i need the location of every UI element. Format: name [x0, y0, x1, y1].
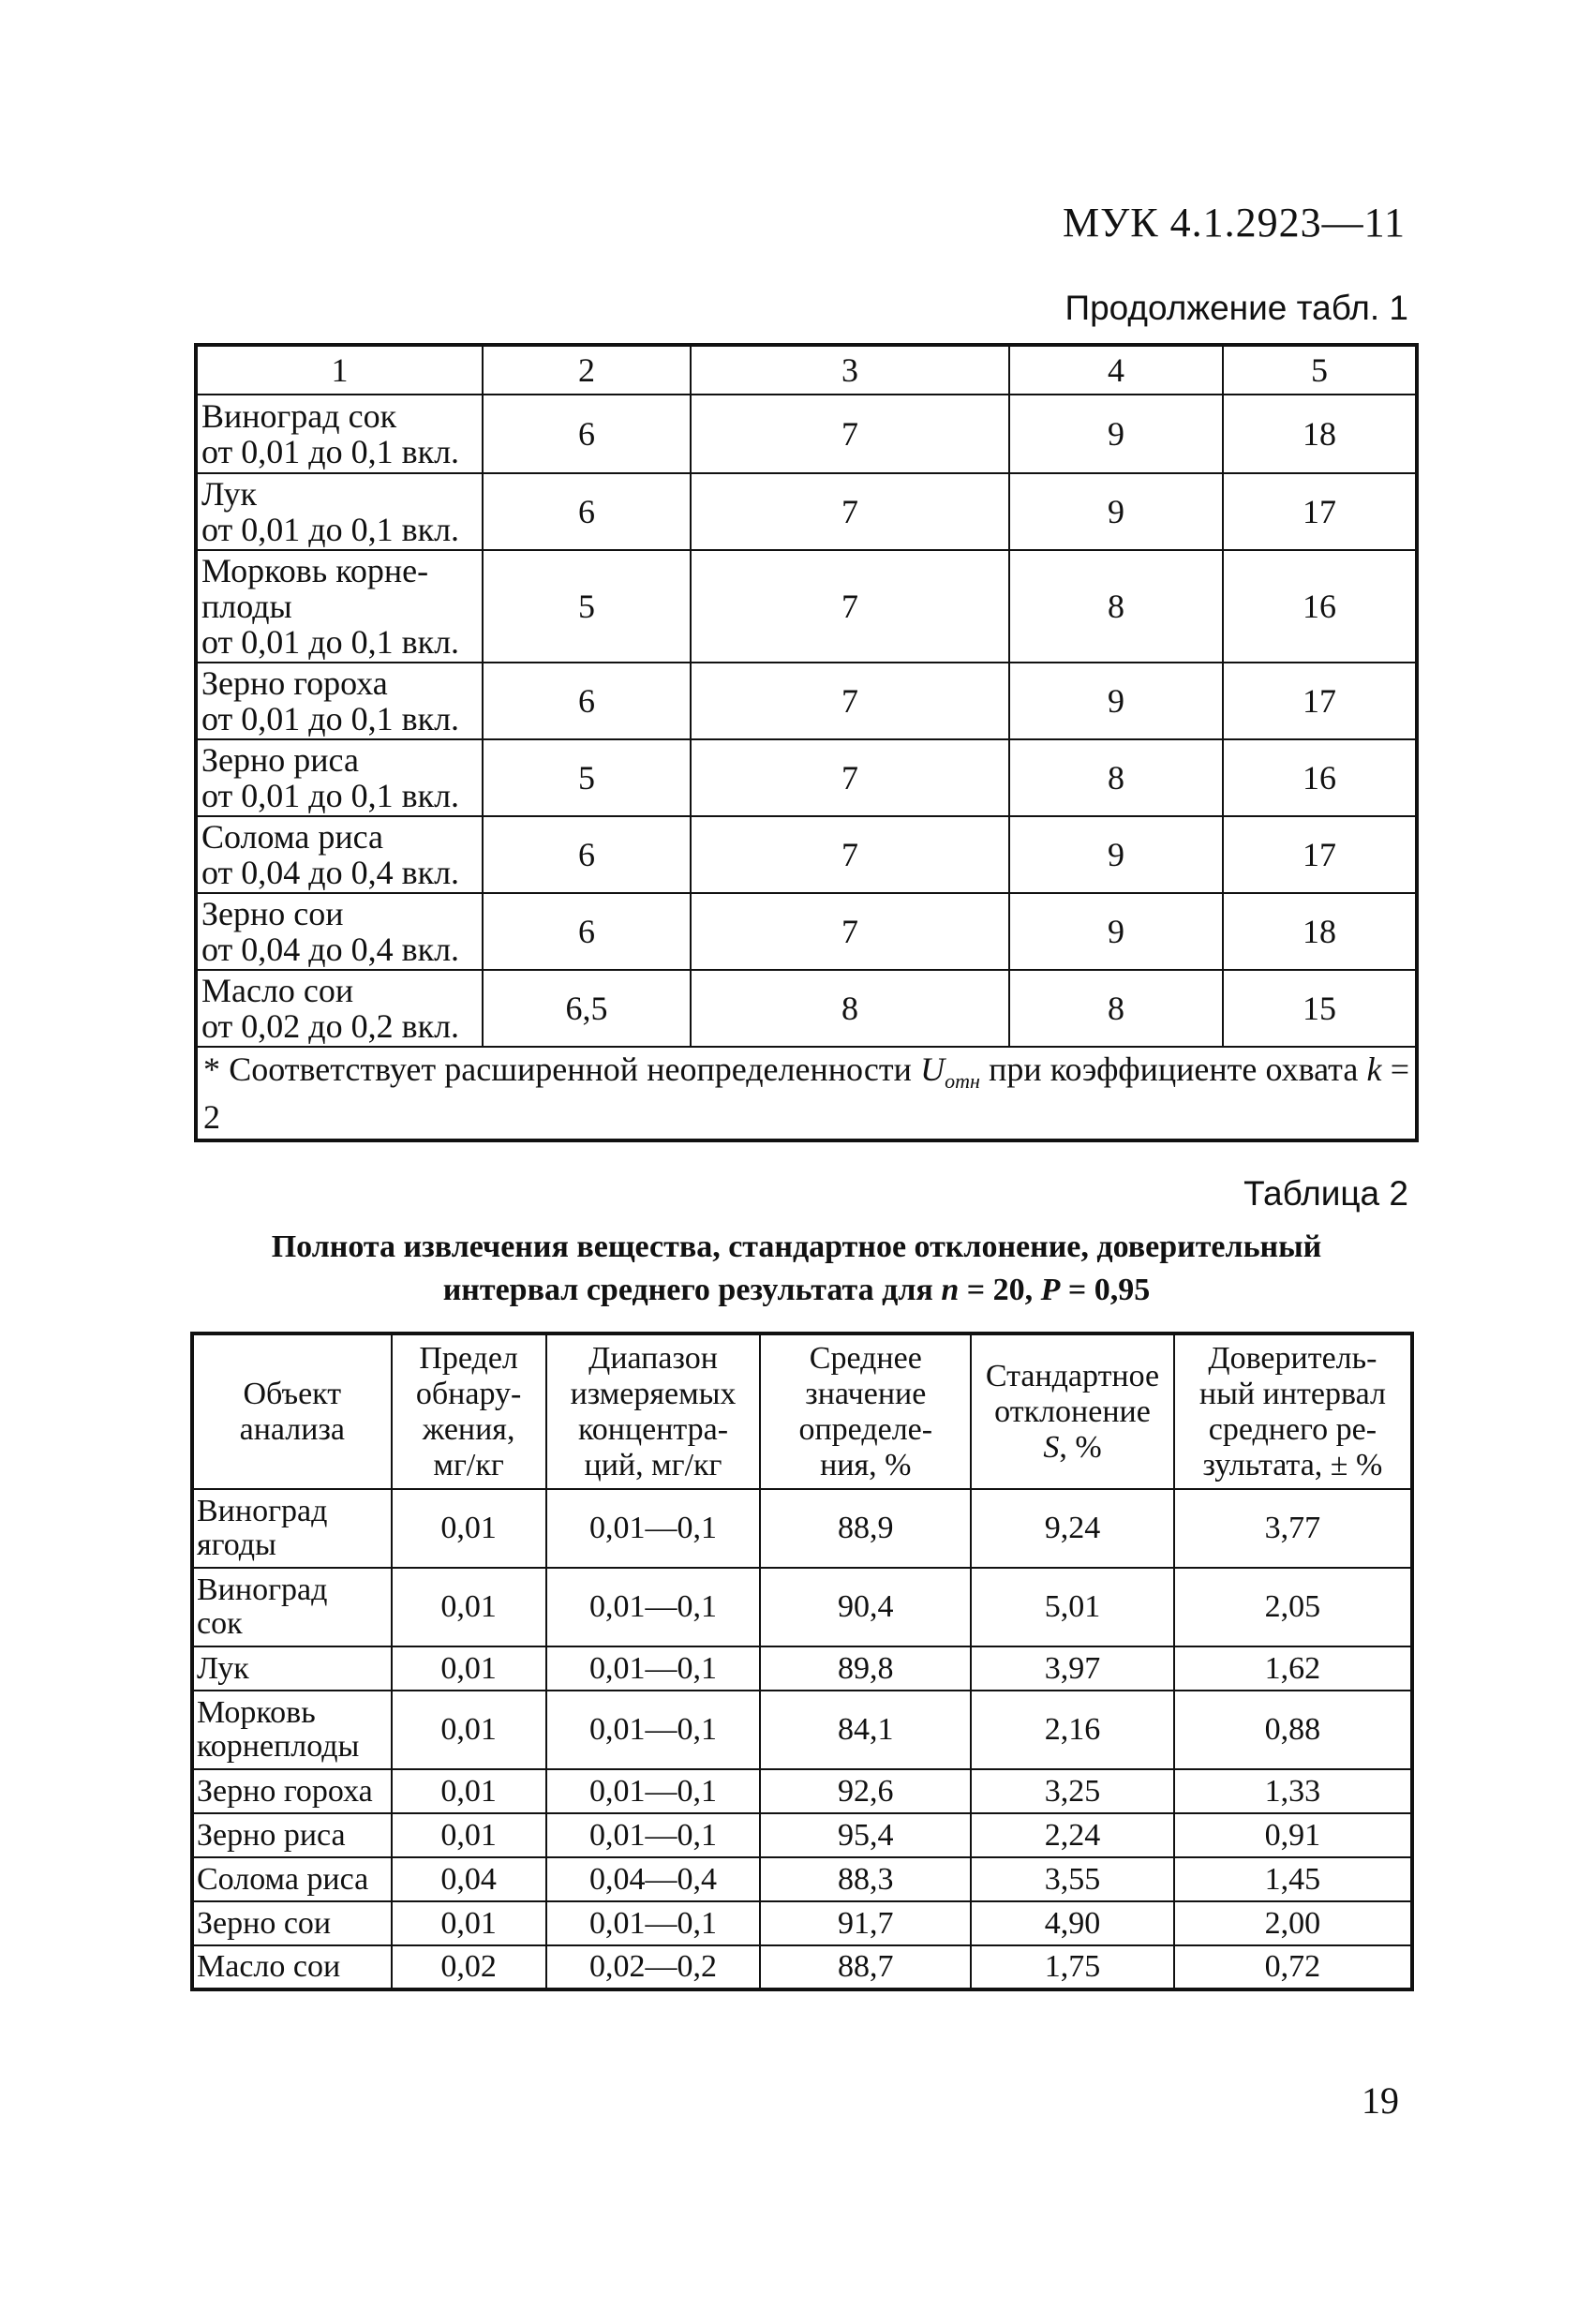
table2-row: [192, 1813, 1412, 1857]
table2-header-line: мг/кг: [433, 1447, 504, 1482]
table1-object-line: Виноград сок: [201, 397, 397, 435]
table1-value-cell: 18: [1223, 893, 1417, 970]
table2-range-cell: 0,01—0,1: [546, 1901, 761, 1945]
table1-object-line: Зерно гороха: [201, 664, 388, 702]
table2-header-line: зультата, ± %: [1202, 1447, 1383, 1482]
table1-object-line: от 0,01 до 0,1 вкл.: [201, 700, 460, 737]
table2-header-line: измеряемых: [570, 1376, 737, 1411]
table2-header-line: ный интервал: [1198, 1376, 1386, 1411]
table1-object-line: от 0,04 до 0,4 вкл.: [201, 854, 460, 891]
table2-header-line: обнару-: [415, 1376, 522, 1411]
table2-std-cell: 2,24: [971, 1813, 1174, 1857]
table2-range-cell: 0,01—0,1: [546, 1691, 761, 1769]
table2-mean-cell: 92,6: [760, 1769, 971, 1813]
table2-header-range: [546, 1333, 761, 1489]
table2-header-line: ций, мг/кг: [584, 1447, 722, 1482]
title-symbol-n: n: [941, 1273, 960, 1307]
table2-std-cell: 3,25: [971, 1769, 1174, 1813]
table2-body: [192, 1489, 1412, 1989]
table2-range-cell: 0,01—0,1: [546, 1568, 761, 1646]
title-symbol-p: P: [1040, 1273, 1061, 1307]
table2-header-object: [192, 1333, 392, 1489]
table2-header-line: Предел: [419, 1340, 518, 1376]
table2-title: [187, 1226, 1406, 1312]
footnote-k-value: = 2: [203, 1050, 1410, 1137]
table2-header-line: жения,: [422, 1411, 515, 1447]
table1-value-cell: 16: [1223, 550, 1417, 663]
table2-header-line: среднего ре-: [1208, 1411, 1377, 1447]
table1-object-line: от 0,04 до 0,4 вкл.: [201, 931, 460, 968]
table1-header-cell: 2: [483, 345, 691, 395]
table1-value-cell: 9: [1009, 395, 1223, 473]
table2-header-line: значение: [805, 1376, 927, 1411]
table2-row: [192, 1568, 1412, 1646]
table2-header-ci: [1174, 1333, 1412, 1489]
table1-object-cell: [196, 395, 483, 473]
title-p-value: = 0,95: [1060, 1273, 1151, 1307]
table2-object-line: Масло сои: [197, 1949, 341, 1984]
table1-object-line: от 0,01 до 0,1 вкл.: [201, 777, 460, 814]
table-1: [194, 343, 1419, 1142]
table2-object-cell: [192, 1646, 392, 1691]
table1-value-cell: 15: [1223, 970, 1417, 1047]
table2-std-cell: 2,16: [971, 1691, 1174, 1769]
std-unit: , %: [1059, 1429, 1102, 1465]
table2-std-cell: 9,24: [971, 1489, 1174, 1568]
table1-footnote: [196, 1047, 1417, 1140]
table1-object-line: от 0,02 до 0,2 вкл.: [201, 1007, 460, 1045]
table2-ci-cell: 1,45: [1174, 1857, 1412, 1901]
table2-std-cell: 3,55: [971, 1857, 1174, 1901]
table1-value-cell: 7: [691, 893, 1009, 970]
table1-object-line: Лук: [201, 475, 258, 513]
table2-mean-cell: 88,3: [760, 1857, 971, 1901]
table2-ci-cell: 2,00: [1174, 1901, 1412, 1945]
table2-object-cell: [192, 1901, 392, 1945]
table1-value-cell: 7: [691, 739, 1009, 816]
footnote-text: * Соответствует расширенной неопределенности: [203, 1050, 921, 1088]
table2-title-line1: Полнота извлечения вещества, стандартное отклонение, доверительный: [271, 1229, 1322, 1264]
table1-row: [196, 663, 1417, 739]
table2-title-line2: [187, 1269, 1406, 1312]
table2-mean-cell: 88,9: [760, 1489, 971, 1568]
table2-std-cell: 5,01: [971, 1568, 1174, 1646]
table1-value-cell: 9: [1009, 893, 1223, 970]
table1-value-cell: 7: [691, 816, 1009, 893]
table1-row: [196, 550, 1417, 663]
table1-value-cell: 17: [1223, 473, 1417, 550]
table2-mean-cell: 88,7: [760, 1945, 971, 1989]
table2-limit-cell: 0,01: [392, 1901, 546, 1945]
table2-object-cell: [192, 1769, 392, 1813]
table1-header-cell: 1: [196, 345, 483, 395]
table2-std-cell: 3,97: [971, 1646, 1174, 1691]
table2-header-line: Диапазон: [588, 1340, 718, 1376]
table2-object-cell: [192, 1568, 392, 1646]
table1-object-line: Зерно риса: [201, 741, 359, 779]
table2-header-line: анализа: [239, 1411, 345, 1447]
table2-object-line: Зерно гороха: [197, 1773, 373, 1809]
table2-limit-cell: 0,01: [392, 1769, 546, 1813]
table1-row: [196, 395, 1417, 473]
table2-ci-cell: 0,88: [1174, 1691, 1412, 1769]
table1-object-line: плоды: [201, 588, 292, 625]
table2-object-line: Виноград: [197, 1494, 328, 1528]
table2-mean-cell: 95,4: [760, 1813, 971, 1857]
table1-header-cell: 4: [1009, 345, 1223, 395]
table1-object-cell: [196, 473, 483, 550]
table1-row: [196, 970, 1417, 1047]
table2-mean-cell: 91,7: [760, 1901, 971, 1945]
table1-object-line: Масло сои: [201, 972, 354, 1009]
table2-object-line: сок: [197, 1606, 243, 1641]
table1-row: [196, 473, 1417, 550]
table2-row: [192, 1691, 1412, 1769]
table2-header-line: ния, %: [820, 1447, 912, 1482]
table1-object-line: от 0,01 до 0,1 вкл.: [201, 623, 460, 661]
table2-limit-cell: 0,01: [392, 1568, 546, 1646]
footnote-subscript: отн: [945, 1069, 980, 1094]
table2-row: [192, 1901, 1412, 1945]
table2-limit-cell: 0,01: [392, 1489, 546, 1568]
table1-value-cell: 5: [483, 550, 691, 663]
table1-value-cell: 17: [1223, 816, 1417, 893]
table1-value-cell: 6: [483, 663, 691, 739]
table2-limit-cell: 0,01: [392, 1646, 546, 1691]
table1-row: [196, 816, 1417, 893]
table2-ci-cell: 1,33: [1174, 1769, 1412, 1813]
table2-range-cell: 0,01—0,1: [546, 1813, 761, 1857]
table1-value-cell: 16: [1223, 739, 1417, 816]
table2-ci-cell: 3,77: [1174, 1489, 1412, 1568]
table1-object-line: Морковь корне-: [201, 552, 429, 589]
table-2: [190, 1332, 1414, 1991]
table1-value-cell: 7: [691, 473, 1009, 550]
std-symbol: S: [1043, 1429, 1060, 1465]
table2-object-line: ягоды: [197, 1527, 276, 1562]
table2-header-line: Стандартное: [985, 1358, 1160, 1393]
table2-object-cell: [192, 1489, 392, 1568]
table2-range-cell: 0,01—0,1: [546, 1769, 761, 1813]
table2-object-line: Лук: [197, 1650, 249, 1686]
table1-header-row: [196, 345, 1417, 395]
table2-std-cell: 1,75: [971, 1945, 1174, 1989]
table1-value-cell: 8: [1009, 970, 1223, 1047]
table2-range-cell: 0,01—0,1: [546, 1489, 761, 1568]
table1-value-cell: 8: [1009, 739, 1223, 816]
table2-limit-cell: 0,01: [392, 1813, 546, 1857]
table2-header-line: концентра-: [577, 1411, 729, 1447]
table2-object-line: Солома риса: [197, 1861, 369, 1897]
table1-object-line: Зерно сои: [201, 895, 344, 932]
table2-header-line: отклонение: [994, 1393, 1151, 1429]
table1-object-cell: [196, 550, 483, 663]
page-number: 19: [1362, 2079, 1399, 2122]
title-text: интервал среднего результата для: [442, 1273, 942, 1307]
table2-header-line: Объект: [243, 1376, 342, 1411]
table2-range-cell: 0,02—0,2: [546, 1945, 761, 1989]
table2-limit-cell: 0,04: [392, 1857, 546, 1901]
table2-range-cell: 0,04—0,4: [546, 1857, 761, 1901]
table1-value-cell: 7: [691, 550, 1009, 663]
table2-std-cell: 4,90: [971, 1901, 1174, 1945]
table2-object-line: корнеплоды: [197, 1729, 360, 1764]
table1-row: [196, 893, 1417, 970]
table1-object-line: от 0,01 до 0,1 вкл.: [201, 433, 460, 470]
table1-value-cell: 18: [1223, 395, 1417, 473]
table2-object-cell: [192, 1691, 392, 1769]
table2-object-line: Виноград: [197, 1572, 328, 1607]
table1-body: [196, 395, 1417, 1047]
table1-object-line: Солома риса: [201, 818, 383, 856]
table1-value-cell: 5: [483, 739, 691, 816]
table1-value-cell: 9: [1009, 816, 1223, 893]
table1-value-cell: 6: [483, 893, 691, 970]
table1-footnote-row: [196, 1047, 1417, 1140]
table1-row: [196, 739, 1417, 816]
table2-label: Таблица 2: [1243, 1174, 1408, 1213]
table1-object-cell: [196, 663, 483, 739]
table1-value-cell: 7: [691, 663, 1009, 739]
table2-object-cell: [192, 1857, 392, 1901]
table1-value-cell: 6: [483, 473, 691, 550]
table2-mean-cell: 84,1: [760, 1691, 971, 1769]
table2-mean-cell: 90,4: [760, 1568, 971, 1646]
title-n-value: = 20,: [959, 1273, 1041, 1307]
table1-object-cell: [196, 970, 483, 1047]
table1-value-cell: 9: [1009, 473, 1223, 550]
footnote-text-2: при коэффициенте охвата: [979, 1050, 1367, 1088]
table2-row: [192, 1646, 1412, 1691]
table2-object-line: Морковь: [197, 1695, 316, 1730]
footnote-symbol-u: U: [920, 1050, 945, 1088]
table2-header-line: [974, 1430, 1171, 1466]
table1-value-cell: 6: [483, 816, 691, 893]
table1-header-cell: 3: [691, 345, 1009, 395]
footnote-symbol-k: k: [1366, 1050, 1382, 1088]
table2-mean-cell: 89,8: [760, 1646, 971, 1691]
table1-object-cell: [196, 893, 483, 970]
table2-range-cell: 0,01—0,1: [546, 1646, 761, 1691]
table1-value-cell: 9: [1009, 663, 1223, 739]
table1-value-cell: 8: [691, 970, 1009, 1047]
table2-header-std: [971, 1333, 1174, 1489]
table2-row: [192, 1857, 1412, 1901]
table1-value-cell: 6,5: [483, 970, 691, 1047]
table2-header-limit: [392, 1333, 546, 1489]
table2-row: [192, 1945, 1412, 1989]
table2-limit-cell: 0,01: [392, 1691, 546, 1769]
table2-object-line: Зерно сои: [197, 1905, 332, 1941]
table2-row: [192, 1769, 1412, 1813]
table1-object-cell: [196, 739, 483, 816]
table1-value-cell: 8: [1009, 550, 1223, 663]
table2-ci-cell: 1,62: [1174, 1646, 1412, 1691]
table2-ci-cell: 0,91: [1174, 1813, 1412, 1857]
table2-header-row: [192, 1333, 1412, 1489]
table1-continuation-label: Продолжение табл. 1: [1064, 289, 1408, 327]
table2-header-line: Доверитель-: [1208, 1340, 1377, 1376]
table2-row: [192, 1489, 1412, 1568]
table2-header-line: определе-: [798, 1411, 933, 1447]
document-code: МУК 4.1.2923—11: [1063, 200, 1406, 246]
table1-value-cell: 7: [691, 395, 1009, 473]
table1-header-cell: 5: [1223, 345, 1417, 395]
table2-ci-cell: 2,05: [1174, 1568, 1412, 1646]
table1-object-line: от 0,01 до 0,1 вкл.: [201, 511, 460, 548]
table2-header-line: Среднее: [809, 1340, 922, 1376]
table2-limit-cell: 0,02: [392, 1945, 546, 1989]
table2-object-cell: [192, 1813, 392, 1857]
table1-object-cell: [196, 816, 483, 893]
table2-ci-cell: 0,72: [1174, 1945, 1412, 1989]
table2-object-line: Зерно риса: [197, 1817, 346, 1853]
table1-value-cell: 17: [1223, 663, 1417, 739]
table1-value-cell: 6: [483, 395, 691, 473]
table2-header-mean: [760, 1333, 971, 1489]
table2-object-cell: [192, 1945, 392, 1989]
